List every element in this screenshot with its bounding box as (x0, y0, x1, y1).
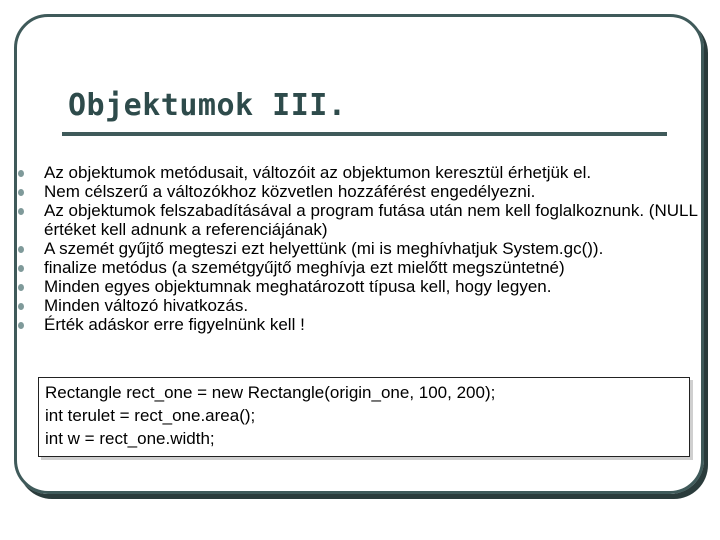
bullet-item (18, 315, 708, 334)
bullet-item (18, 239, 708, 258)
bullet-text: Az objektumok felszabadításával a program futása után nem kell foglalkoznunk. (NULL értéket kell adnunk a referenciájának) (44, 201, 698, 239)
code-line: int terulet = rect_one.area(); (45, 406, 256, 425)
bullet-text: Nem célszerű a változókhoz közvetlen hozzáférést engedélyezni. (44, 182, 536, 201)
bullet-text: A szemét gyűjtő megteszi ezt helyettünk (mi is meghívhatjuk System.gc()). (44, 239, 604, 258)
bullet-icon (18, 322, 24, 329)
slide-title: Objektumok III. (68, 88, 347, 123)
bullet-icon (18, 265, 24, 272)
bullet-item (18, 277, 708, 296)
bullet-text: finalize metódus (a szemétgyűjtő meghívja ezt mielőtt megszüntetné) (44, 258, 565, 277)
bullet-icon (18, 170, 24, 177)
bullet-text: Minden változó hivatkozás. (44, 296, 249, 315)
code-example-box (38, 377, 690, 457)
bullet-item (18, 296, 708, 315)
bullet-icon (18, 189, 24, 196)
bullet-text: Az objektumok metódusait, változóit az objektumon keresztül érhetjük el. (44, 163, 592, 182)
bullet-item (18, 201, 708, 239)
bullet-item (18, 182, 708, 201)
code-line: Rectangle rect_one = new Rectangle(origin_one, 100, 200); (45, 383, 496, 402)
bullet-item (18, 163, 708, 182)
bullet-list (18, 163, 708, 334)
title-underline (62, 132, 667, 136)
bullet-icon (18, 246, 24, 253)
bullet-item (18, 258, 708, 277)
code-line: int w = rect_one.width; (45, 429, 215, 448)
bullet-text: Érték adáskor erre figyelnünk kell ! (44, 315, 305, 334)
bullet-icon (18, 208, 24, 215)
bullet-text: Minden egyes objektumnak meghatározott típusa kell, hogy legyen. (44, 277, 552, 296)
bullet-icon (18, 303, 24, 310)
bullet-icon (18, 284, 24, 291)
